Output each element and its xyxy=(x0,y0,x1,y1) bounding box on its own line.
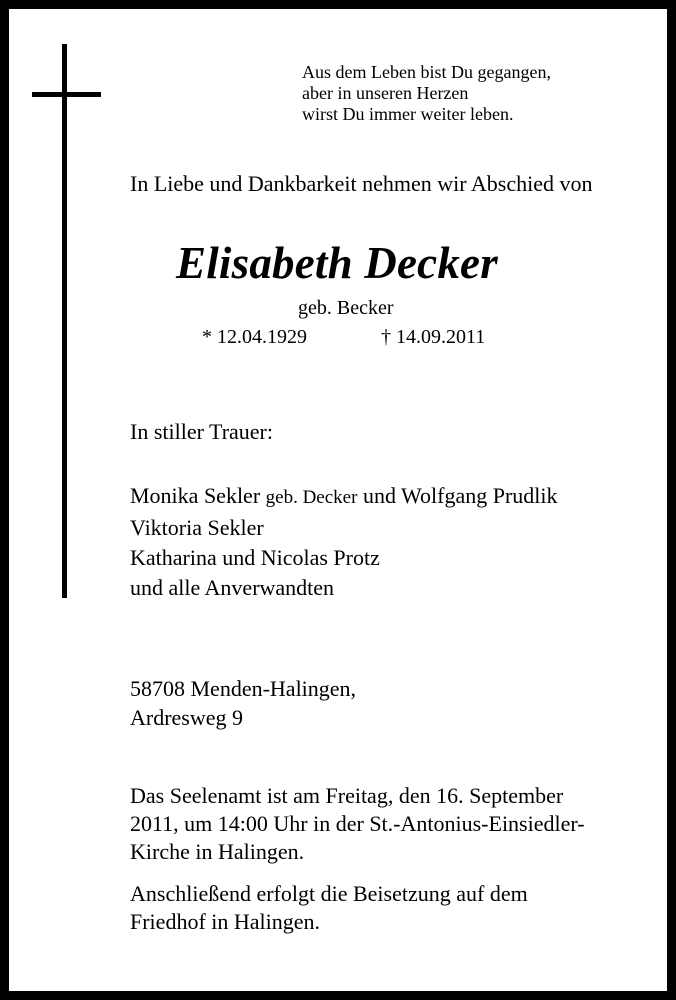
service-line: Das Seelenamt ist am Freitag, den 16. September xyxy=(130,783,564,808)
family-row xyxy=(130,481,558,513)
birth-date: * 12.04.1929 xyxy=(202,326,307,348)
family-member-maiden: geb. Decker xyxy=(265,487,358,508)
burial-line: Friedhof in Halingen. xyxy=(130,909,321,934)
family-row: Katharina und Nicolas Protz xyxy=(130,545,380,570)
poem-line: Aus dem Leben bist Du gegangen, xyxy=(302,62,551,82)
service-line: Kirche in Halingen. xyxy=(130,839,305,864)
death-date: † 14.09.2011 xyxy=(381,326,486,348)
deceased-name: Elisabeth Decker xyxy=(176,238,498,288)
family-row: Viktoria Sekler xyxy=(130,515,264,540)
intro-text: In Liebe und Dankbarkeit nehmen wir Abschied von xyxy=(130,171,593,196)
poem xyxy=(302,62,551,125)
mourning-heading: In stiller Trauer: xyxy=(130,419,273,444)
address-block xyxy=(130,674,356,732)
family-row: und alle Anverwandten xyxy=(130,575,335,600)
family-member-partner: und Wolfgang Prudlik xyxy=(362,483,558,508)
burial-line: Anschließend erfolgt die Beisetzung auf dem xyxy=(130,881,528,906)
address-line: 58708 Menden-Halingen, xyxy=(130,676,357,701)
maiden-name: geb. Becker xyxy=(298,297,394,319)
cross-vertical-bar xyxy=(62,44,67,598)
address-line: Ardresweg 9 xyxy=(130,705,244,730)
cross-horizontal-bar xyxy=(32,92,101,97)
poem-line: wirst Du immer weiter leben. xyxy=(302,104,514,124)
burial-notice xyxy=(130,880,528,936)
poem-line: aber in unseren Herzen xyxy=(302,83,469,103)
family-list xyxy=(130,481,558,603)
service-notice xyxy=(130,782,585,866)
family-member-name: Monika Sekler xyxy=(130,483,261,508)
service-line: 2011, um 14:00 Uhr in der St.-Antonius-Einsiedler- xyxy=(130,811,585,836)
